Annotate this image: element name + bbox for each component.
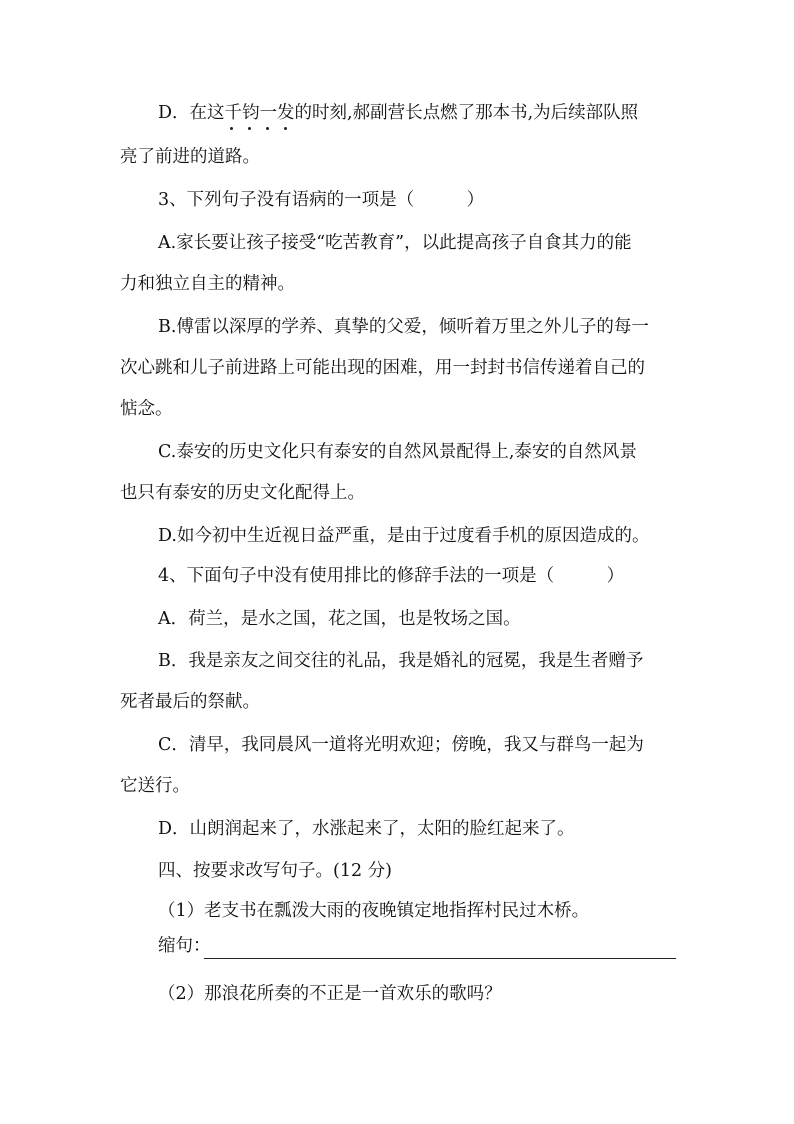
- emphasis-dots: [0, 127, 794, 133]
- section-4-heading: 四、按要求改写句子。(12 分): [158, 861, 392, 881]
- q4-option-a: A．荷兰，是水之国，花之国，也是牧场之国。: [158, 609, 521, 629]
- emphasis-dot: [266, 127, 269, 130]
- q3-option-c-line1: C.泰安的历史文化只有泰安的自然风景配得上,泰安的自然风景: [158, 442, 637, 462]
- emphasis-dot: [284, 127, 287, 130]
- q4-option-b-line2: 死者最后的祭献。: [120, 692, 260, 712]
- emphasis-dot: [248, 127, 251, 130]
- q4-option-c-line2: 它送行。: [120, 776, 190, 796]
- q3-option-d: D.如今初中生近视日益严重，是由于过度看手机的原因造成的。: [158, 526, 650, 546]
- q3-option-b-line2: 次心跳和儿子前进路上可能出现的困难，用一封封书信传递着自己的: [120, 358, 645, 378]
- q2-option-d-line1: D．在这千钧一发的时刻,郝副营长点燃了那本书,为后续部队照: [158, 103, 639, 123]
- q4-option-b-line1: B．我是亲友之间交往的礼品，我是婚礼的冠冕，我是生者赠予: [158, 651, 644, 671]
- q3-option-b-line3: 惦念。: [120, 399, 173, 419]
- q3-option-b-line1: B.傅雷以深厚的学养、真挚的父爱，倾听着万里之外儿子的每一: [158, 317, 649, 337]
- q2-option-d-line2: 亮了前进的道路。: [120, 147, 260, 167]
- question-4-stem: 4、下面句子中没有使用排比的修辞手法的一项是（ ）: [158, 566, 625, 586]
- rewrite-item-2: （2）那浪花所奏的不正是一首欢乐的歌吗？: [158, 984, 502, 1004]
- q4-option-c-line1: C．清早，我同晨风一道将光明欢迎；傍晚，我又与群鸟一起为: [158, 735, 644, 755]
- answer-label: 缩句：: [158, 936, 211, 956]
- q3-option-a-line2: 力和独立自主的精神。: [120, 274, 295, 294]
- question-3-stem: 3、下列句子没有语病的一项是（ ）: [158, 190, 485, 210]
- q3-option-c-line2: 也只有泰安的历史文化配得上。: [120, 483, 365, 503]
- q4-option-d: D．山朗润起来了，水涨起来了，太阳的脸红起来了。: [158, 819, 575, 839]
- q3-option-a-line1: A.家长要让孩子接受“吃苦教育”，以此提高孩子自食其力的能: [158, 233, 632, 253]
- answer-blank-line[interactable]: [204, 958, 676, 959]
- rewrite-item-1: （1）老支书在瓢泼大雨的夜晚镇定地指挥村民过木桥。: [158, 901, 590, 921]
- emphasis-dot: [230, 127, 233, 130]
